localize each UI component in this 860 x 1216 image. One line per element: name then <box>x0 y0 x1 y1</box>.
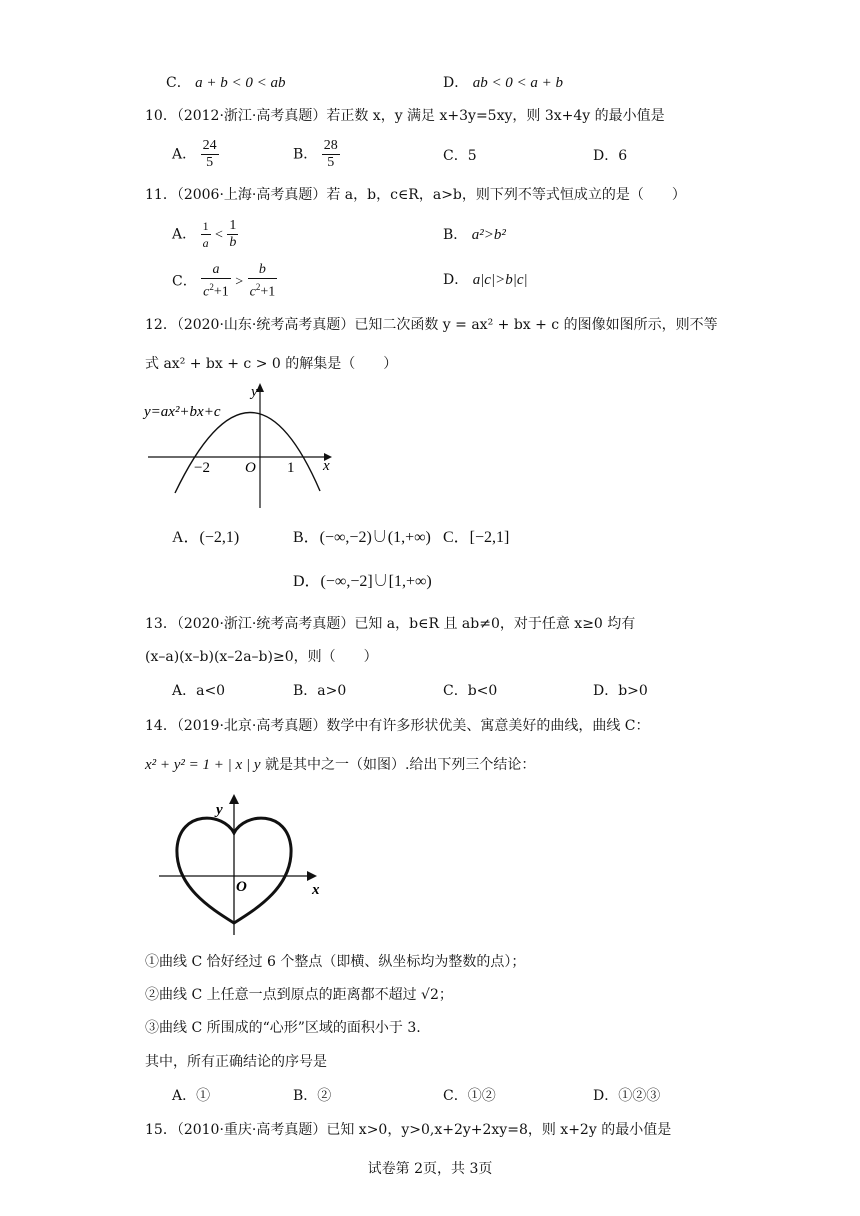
q10-option-d: D．6 <box>593 148 628 164</box>
q15-stem: 15．（2010·重庆·高考真题）已知 x>0，y>0,x+2y+2xy=8，则 x+2y 的最小值是 <box>145 1122 672 1138</box>
fraction-1-over-b: $\frac{1}{b}$ <box>229 218 237 250</box>
q12-stem: 12．（2020·山东·统考高考真题）已知二次函数 y = ax² + bx + c 的图像如图所示，则不等 <box>145 317 718 333</box>
option-label: B． <box>443 227 468 243</box>
q12-stem-2: 式 ax² + bx + c > 0 的解集是（ ） <box>145 356 398 372</box>
q14-option-d: D．①②③ <box>593 1088 661 1104</box>
q14-option-a: A．① <box>172 1088 211 1104</box>
denominator: 5 <box>327 155 335 170</box>
tick-label-neg2: −2 <box>194 460 210 476</box>
function-label: y=ax²+bx+c <box>144 404 221 420</box>
option-label: D． <box>443 272 469 288</box>
numerator: 28 <box>323 138 338 153</box>
q13-option-c: C．b<0 <box>443 683 498 699</box>
q10-option-c: C．5 <box>443 148 477 164</box>
x-axis-arrow <box>307 871 317 881</box>
q13-option-d: D．b>0 <box>593 683 648 699</box>
q14-option-c: C．①② <box>443 1088 496 1104</box>
q14-conclusion-3: ③曲线 C 所围成的“心形”区域的面积小于 3. <box>145 1020 421 1036</box>
y-axis-arrow <box>229 794 239 804</box>
q9-option-c <box>166 73 286 93</box>
stem-rest: 就是其中之一（如图）.给出下列三个结论： <box>260 757 536 773</box>
option-label: C． <box>166 75 191 91</box>
q10-option-a <box>172 138 219 171</box>
q10-option-b <box>293 138 340 171</box>
origin-label: O <box>245 460 256 476</box>
tick-label-1: 1 <box>287 460 295 476</box>
origin-label: O <box>236 879 247 895</box>
fraction <box>322 138 340 171</box>
x-label: x <box>312 882 320 898</box>
q11-option-d <box>443 270 528 290</box>
q12-option-a: A．(−2,1) <box>172 529 240 546</box>
q9-option-d <box>443 73 563 93</box>
fraction-a-over-c2-plus-1: $\frac{a}{c^2+1}$ <box>203 262 229 300</box>
q13-stem: 13．（2020·浙江·统考高考真题）已知 a，b∈R 且 ab≠0，对于任意 x≥0 均有 <box>145 616 636 632</box>
fraction <box>201 138 219 171</box>
q12-option-d: D．(−∞,−2]∪[1,+∞) <box>293 573 432 590</box>
option-text: a|c|>b|c| <box>472 272 528 288</box>
q14-option-b: B．② <box>293 1088 332 1104</box>
q14-conclusion-1: ①曲线 C 恰好经过 6 个整点（即横、纵坐标均为整数的点）； <box>145 954 526 970</box>
q14-stem: 14．（2019·北京·高考真题）数学中有许多形状优美、寓意美好的曲线，曲线 C： <box>145 718 650 734</box>
q12-option-b: B．(−∞,−2)∪(1,+∞) <box>293 529 431 546</box>
option-text: ab < 0 < a + b <box>472 75 564 91</box>
q10-stem: 10．（2012·浙江·高考真题）若正数 x，y 满足 x+3y=5xy，则 3x+4y 的最小值是 <box>145 108 665 124</box>
parabola-figure <box>140 378 340 513</box>
q11-option-c: C． $\frac{a}{c^2+1}$ > $\frac{b}{c^2+1}$ <box>172 262 276 300</box>
option-text: a + b < 0 < ab <box>195 75 286 91</box>
y-label: y <box>251 384 258 400</box>
fraction-1-over-a: $\frac{1}{a}$ <box>202 219 209 250</box>
fraction-b-over-c2-plus-1: $\frac{b}{c^2+1}$ <box>249 262 276 300</box>
option-label: A． <box>172 226 197 243</box>
q14-conclusion-2: ②曲线 C 上任意一点到原点的距离都不超过 √2； <box>145 987 453 1003</box>
q11-option-a: A． $\frac{1}{a}$ < $\frac{1}{b}$ <box>172 218 237 250</box>
option-label: B． <box>293 146 318 163</box>
q11-option-b <box>443 225 506 245</box>
numerator: 24 <box>202 138 217 153</box>
denominator: 5 <box>206 155 214 170</box>
x-label: x <box>323 458 330 474</box>
parabola-curve <box>175 412 320 493</box>
q13-option-a: A．a<0 <box>172 683 226 699</box>
heart-curve-figure <box>155 790 335 940</box>
q11-stem: 11．（2006·上海·高考真题）若 a，b，c∈R，a>b，则下列不等式恒成立的是（ ） <box>145 187 686 203</box>
page-footer: 试卷第 2页，共 3页 <box>367 1161 493 1177</box>
q12-option-c: C．[−2,1] <box>443 529 510 546</box>
option-label: A． <box>172 146 197 163</box>
q13-option-b: B．a>0 <box>293 683 347 699</box>
q14-stem-2 <box>145 755 535 775</box>
option-label: D． <box>443 75 469 91</box>
q14-question: 其中，所有正确结论的序号是 <box>145 1054 327 1070</box>
option-text: a²>b² <box>471 227 506 243</box>
option-label: C． <box>172 273 197 290</box>
q13-stem-2: (x–a)(x–b)(x–2a–b)≥0，则（ ） <box>145 649 378 665</box>
y-label: y <box>216 802 223 818</box>
equation: x² + y² = 1 + | x | y <box>145 757 261 773</box>
